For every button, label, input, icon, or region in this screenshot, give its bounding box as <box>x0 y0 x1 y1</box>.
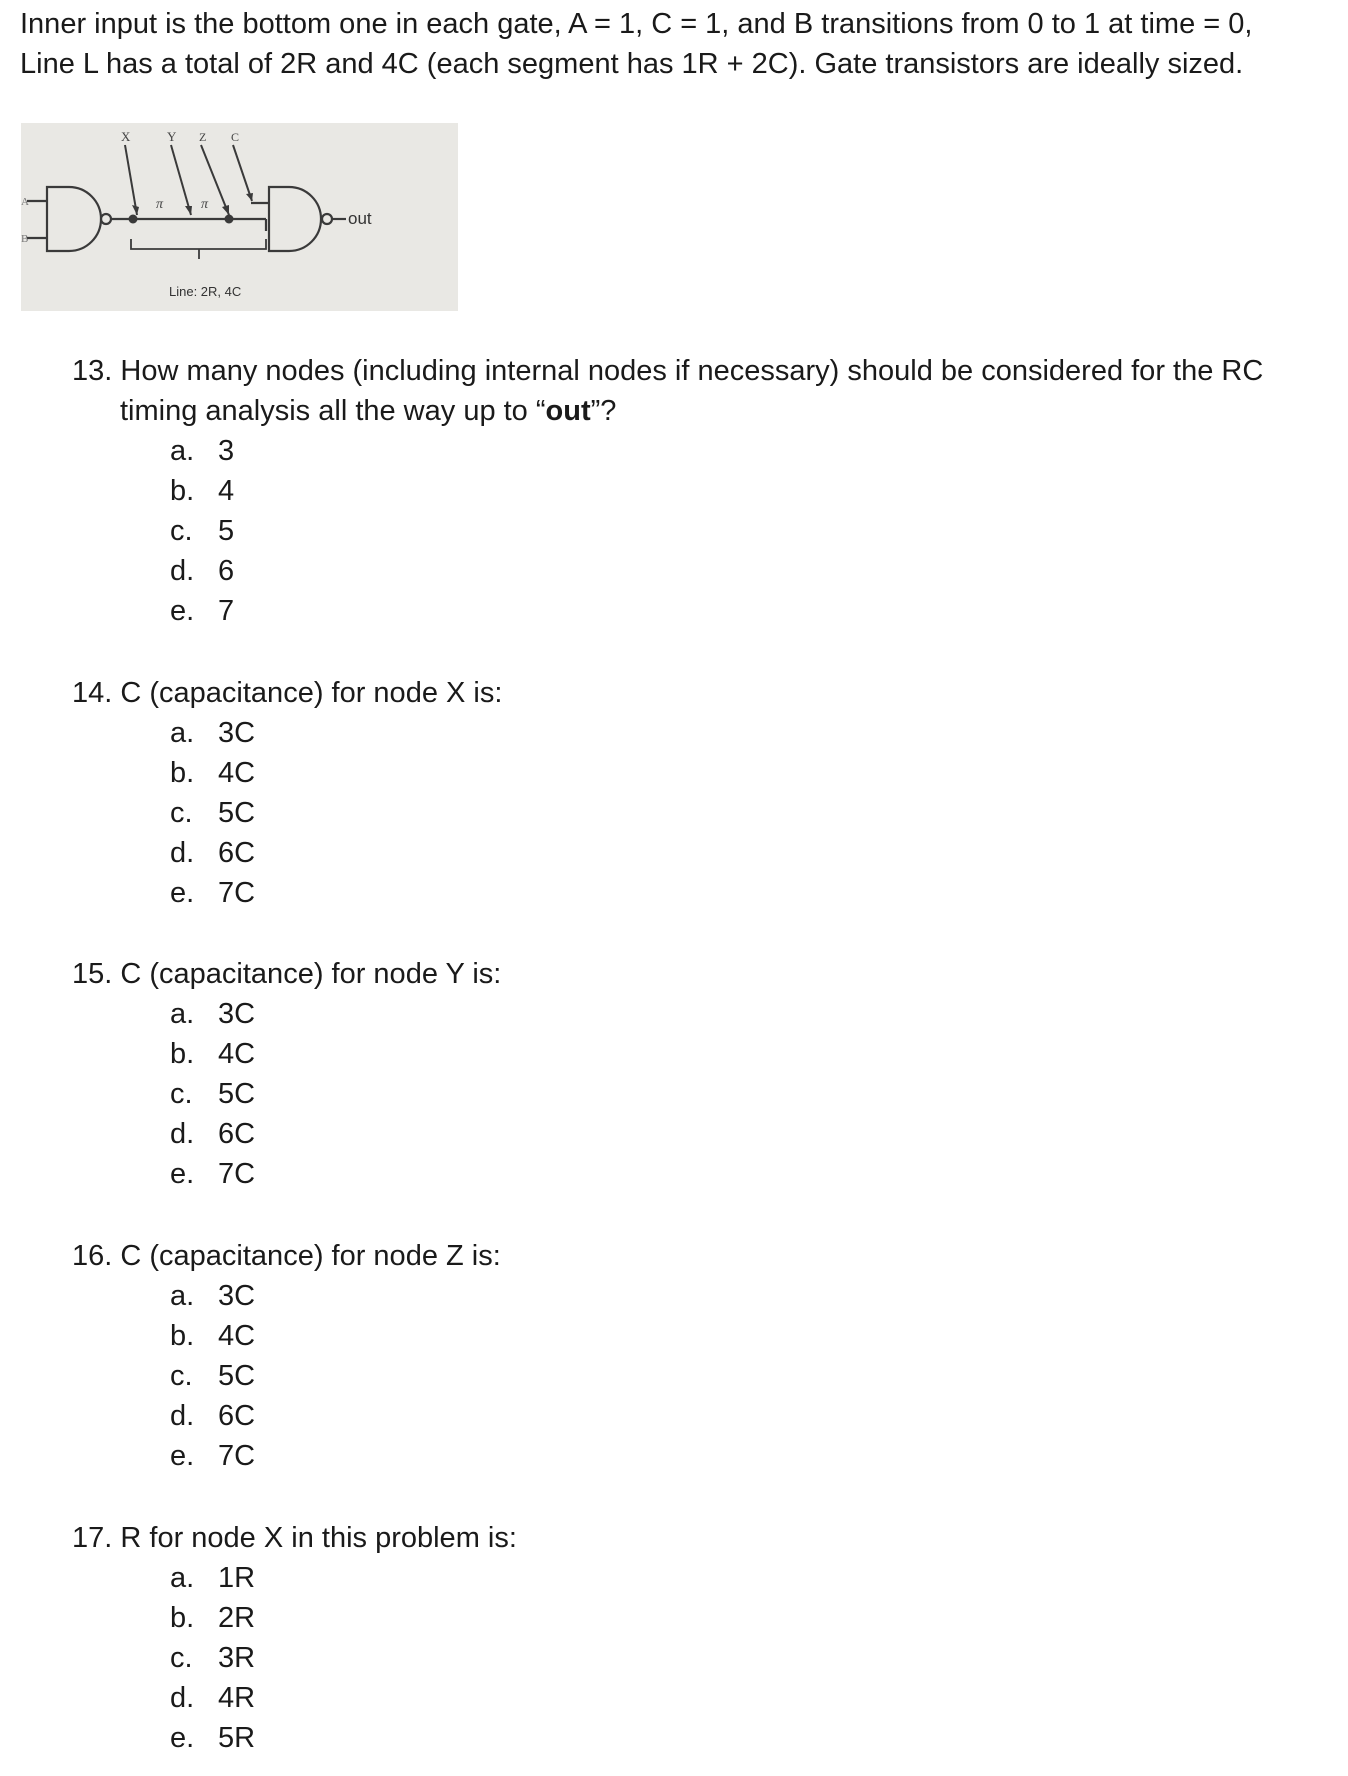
choice-option[interactable] <box>72 1598 1332 1638</box>
choice-option[interactable] <box>72 1154 1332 1194</box>
input-b-label: B <box>21 233 29 245</box>
choice-letter: a. <box>170 1562 195 1594</box>
node-z-label: Z <box>199 130 207 144</box>
input-c-label: C <box>231 130 240 144</box>
choice-value: 5C <box>218 1078 256 1110</box>
choice-value: 6C <box>218 1400 256 1432</box>
question-13-text-end: ”? <box>590 395 617 427</box>
question-14-number: 14. <box>72 677 113 709</box>
question-15-text: C (capacitance) for node Y is: <box>120 958 502 990</box>
output-label: out <box>348 209 372 228</box>
question-13-text: How many nodes (including internal nodes if necessary) should be considered for the RC timing analysis all the way up to “ <box>120 355 1264 427</box>
question-13-number: 13. <box>72 355 113 387</box>
choice-letter: b. <box>170 1038 195 1070</box>
choice-value: 4 <box>218 475 235 507</box>
choice-value: 3 <box>218 435 235 467</box>
choice-letter: e. <box>170 1158 195 1190</box>
node-z-dot <box>225 215 234 224</box>
question-16-text: C (capacitance) for node Z is: <box>120 1240 501 1272</box>
choice-option[interactable] <box>72 1114 1332 1154</box>
choice-letter: d. <box>170 837 195 869</box>
choice-value: 5R <box>218 1722 256 1754</box>
choice-letter: c. <box>170 1078 193 1110</box>
node-x-dot <box>129 215 138 224</box>
choice-letter: d. <box>170 1400 195 1432</box>
choice-value: 2R <box>218 1602 256 1634</box>
choice-option[interactable] <box>72 753 1332 793</box>
line-label: Line: 2R, 4C <box>169 284 242 299</box>
choice-letter: c. <box>170 1642 193 1674</box>
choice-value: 1R <box>218 1562 256 1594</box>
nand-gate-1 <box>47 187 101 251</box>
choice-letter: e. <box>170 1440 195 1472</box>
choice-value: 7 <box>218 595 235 627</box>
choice-option[interactable] <box>72 1316 1332 1356</box>
nand-gate-2 <box>269 187 321 251</box>
choice-option[interactable] <box>72 713 1332 753</box>
question-15-number: 15. <box>72 958 113 990</box>
choice-option[interactable] <box>72 431 1332 471</box>
choice-option[interactable] <box>72 591 1332 631</box>
choice-value: 6C <box>218 1118 256 1150</box>
question-14 <box>72 673 1332 913</box>
node-y-label: Y <box>167 129 177 144</box>
choice-letter: b. <box>170 475 195 507</box>
input-a-label: A <box>21 196 29 208</box>
question-14-choices <box>72 713 1332 913</box>
problem-statement <box>20 4 1330 84</box>
choice-value: 5C <box>218 1360 256 1392</box>
line-segment-2-symbol: π <box>201 197 209 212</box>
line-segment-1-symbol: π <box>156 197 164 212</box>
inverter-bubble-2 <box>322 214 332 224</box>
choice-letter: a. <box>170 998 195 1030</box>
question-13 <box>72 351 1332 631</box>
choice-option[interactable] <box>72 793 1332 833</box>
question-13-stem <box>72 351 1332 431</box>
choice-option[interactable] <box>72 994 1332 1034</box>
choice-option[interactable] <box>72 551 1332 591</box>
question-13-bold-term: out <box>545 395 591 427</box>
choice-option[interactable] <box>72 1678 1332 1718</box>
choice-value: 3C <box>218 998 256 1030</box>
choice-option[interactable] <box>72 511 1332 551</box>
choice-letter: d. <box>170 1682 195 1714</box>
choice-option[interactable] <box>72 833 1332 873</box>
question-17 <box>72 1518 1332 1758</box>
choice-value: 3C <box>218 1280 256 1312</box>
choice-value: 3R <box>218 1642 256 1674</box>
choice-letter: a. <box>170 717 195 749</box>
question-17-number: 17. <box>72 1522 113 1554</box>
choice-option[interactable] <box>72 1436 1332 1476</box>
node-x-label: X <box>121 129 131 144</box>
choice-letter: d. <box>170 1118 195 1150</box>
question-14-text: C (capacitance) for node X is: <box>120 677 503 709</box>
question-17-stem <box>72 1518 1332 1558</box>
question-17-choices <box>72 1558 1332 1758</box>
choice-letter: c. <box>170 1360 193 1392</box>
choice-value: 4C <box>218 1320 256 1352</box>
choice-option[interactable] <box>72 1074 1332 1114</box>
choice-value: 6C <box>218 837 256 869</box>
choice-value: 4C <box>218 757 256 789</box>
choice-letter: e. <box>170 877 195 909</box>
choice-option[interactable] <box>72 1034 1332 1074</box>
inverter-bubble-1 <box>101 214 111 224</box>
choice-option[interactable] <box>72 1356 1332 1396</box>
choice-option[interactable] <box>72 1558 1332 1598</box>
choice-value: 4R <box>218 1682 256 1714</box>
question-16-stem <box>72 1236 1332 1276</box>
choice-letter: b. <box>170 1320 195 1352</box>
choice-letter: b. <box>170 1602 195 1634</box>
problem-statement-line-1: Inner input is the bottom one in each gate, A = 1, C = 1, and B transitions from 0 to 1 at time = 0, <box>20 8 1253 40</box>
choice-letter: b. <box>170 757 195 789</box>
choice-letter: e. <box>170 1722 195 1754</box>
question-15-stem <box>72 954 1332 994</box>
choice-option[interactable] <box>72 1276 1332 1316</box>
choice-option[interactable] <box>72 873 1332 913</box>
choice-letter: e. <box>170 595 195 627</box>
choice-value: 6 <box>218 555 235 587</box>
choice-value: 7C <box>218 877 256 909</box>
choice-option[interactable] <box>72 1718 1332 1758</box>
choice-option[interactable] <box>72 471 1332 511</box>
choice-value: 3C <box>218 717 256 749</box>
question-16-number: 16. <box>72 1240 113 1272</box>
choice-value: 5C <box>218 797 256 829</box>
choice-value: 7C <box>218 1440 256 1472</box>
choice-value: 5 <box>218 515 235 547</box>
question-15-choices <box>72 994 1332 1194</box>
choice-letter: c. <box>170 515 193 547</box>
choice-letter: a. <box>170 1280 195 1312</box>
circuit-diagram <box>21 123 458 311</box>
question-14-stem <box>72 673 1332 713</box>
choice-option[interactable] <box>72 1638 1332 1678</box>
question-13-choices <box>72 431 1332 631</box>
question-15 <box>72 954 1332 1194</box>
problem-statement-line-2: Line L has a total of 2R and 4C (each segment has 1R + 2C). Gate transistors are ideally sized. <box>20 48 1244 80</box>
choice-letter: c. <box>170 797 193 829</box>
question-16 <box>72 1236 1332 1476</box>
choice-letter: d. <box>170 555 195 587</box>
choice-value: 4C <box>218 1038 256 1070</box>
question-16-choices <box>72 1276 1332 1476</box>
circuit-diagram-svg <box>21 123 458 311</box>
choice-value: 7C <box>218 1158 256 1190</box>
choice-option[interactable] <box>72 1396 1332 1436</box>
question-17-text: R for node X in this problem is: <box>120 1522 517 1554</box>
choice-letter: a. <box>170 435 195 467</box>
